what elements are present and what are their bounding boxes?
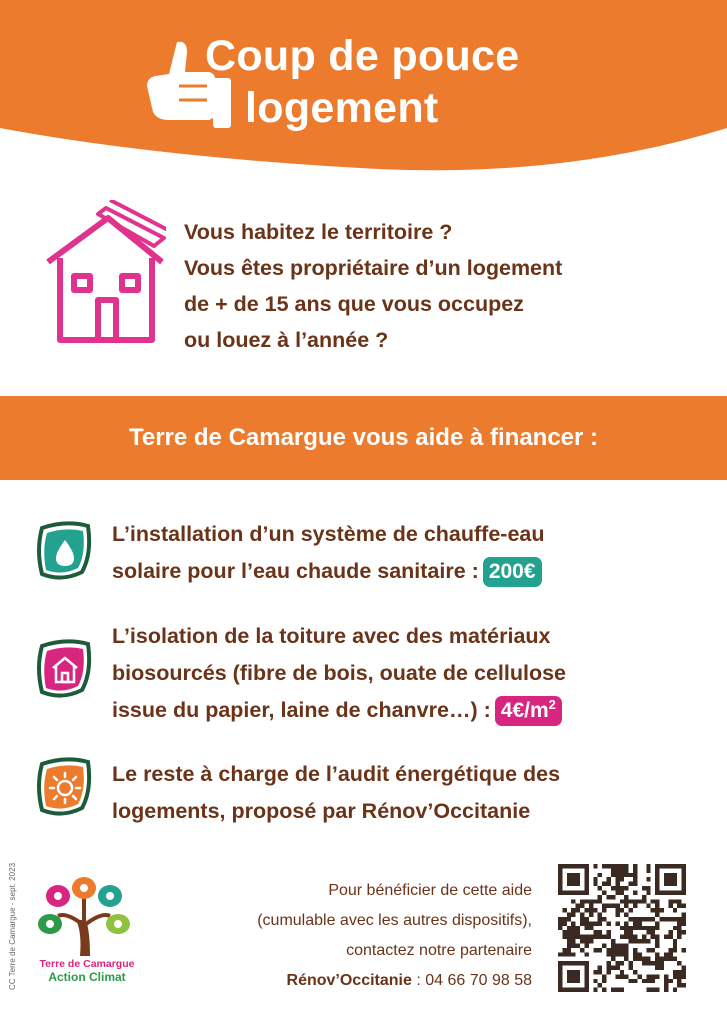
contact-line: contactez notre partenaire <box>346 942 532 959</box>
amount-badge: 200€ <box>483 557 542 587</box>
aid-item <box>112 756 560 830</box>
amount-unit-exponent: 2 <box>548 697 556 712</box>
amount-badge <box>495 696 562 726</box>
water-drop-icon <box>36 520 94 582</box>
amount-value: 4€/m <box>500 699 549 722</box>
aid-item-line: solaire pour l’eau chaude sanitaire : <box>112 559 479 583</box>
aid-item-line: issue du papier, laine de chanvre…) : <box>112 698 491 722</box>
intro-line: de + de 15 ans que vous occupez <box>184 292 524 316</box>
title-line-1: Coup de pouce <box>205 32 520 80</box>
title-line-2: logement <box>245 84 439 132</box>
aid-item-line: L’installation d’un système de chauffe-eau <box>112 522 545 546</box>
aid-item-line: logements, proposé par Rénov’Occitanie <box>112 799 531 823</box>
page-title <box>205 30 519 134</box>
intro-line: ou louez à l’année ? <box>184 328 389 352</box>
logo-line-2: Action Climat <box>48 970 126 984</box>
logo-line-1: Terre de Camargue <box>39 958 135 970</box>
tree-logo-icon <box>36 876 132 956</box>
logo-caption <box>22 958 152 984</box>
credit-text: CC Terre de Camargue - sept. 2023 <box>8 862 17 990</box>
house-icon <box>36 638 94 700</box>
contact-block <box>160 876 532 996</box>
aid-item-line: biosourcés (fibre de bois, ouate de cellulose <box>112 661 566 685</box>
partner-name: Rénov’Occitanie <box>286 972 412 989</box>
section-band <box>0 396 727 480</box>
intro-line: Vous êtes propriétaire d’un logement <box>184 256 563 280</box>
intro-line: Vous habitez le territoire ? <box>184 220 453 244</box>
partner-phone: : 04 66 70 98 58 <box>411 972 532 989</box>
aid-item <box>112 618 566 729</box>
section-heading: Terre de Camargue vous aide à financer : <box>128 424 599 451</box>
aid-item-line: L’isolation de la toiture avec des matériaux <box>112 624 551 648</box>
house-icon <box>36 200 166 350</box>
contact-line: (cumulable avec les autres dispositifs), <box>257 912 532 929</box>
qr-code[interactable] <box>558 864 686 992</box>
aid-item <box>112 516 545 590</box>
intro-text <box>184 214 562 358</box>
aid-item-line: Le reste à charge de l’audit énergétique des <box>112 762 561 786</box>
sun-icon <box>36 756 94 818</box>
contact-line: Pour bénéficier de cette aide <box>328 882 532 899</box>
